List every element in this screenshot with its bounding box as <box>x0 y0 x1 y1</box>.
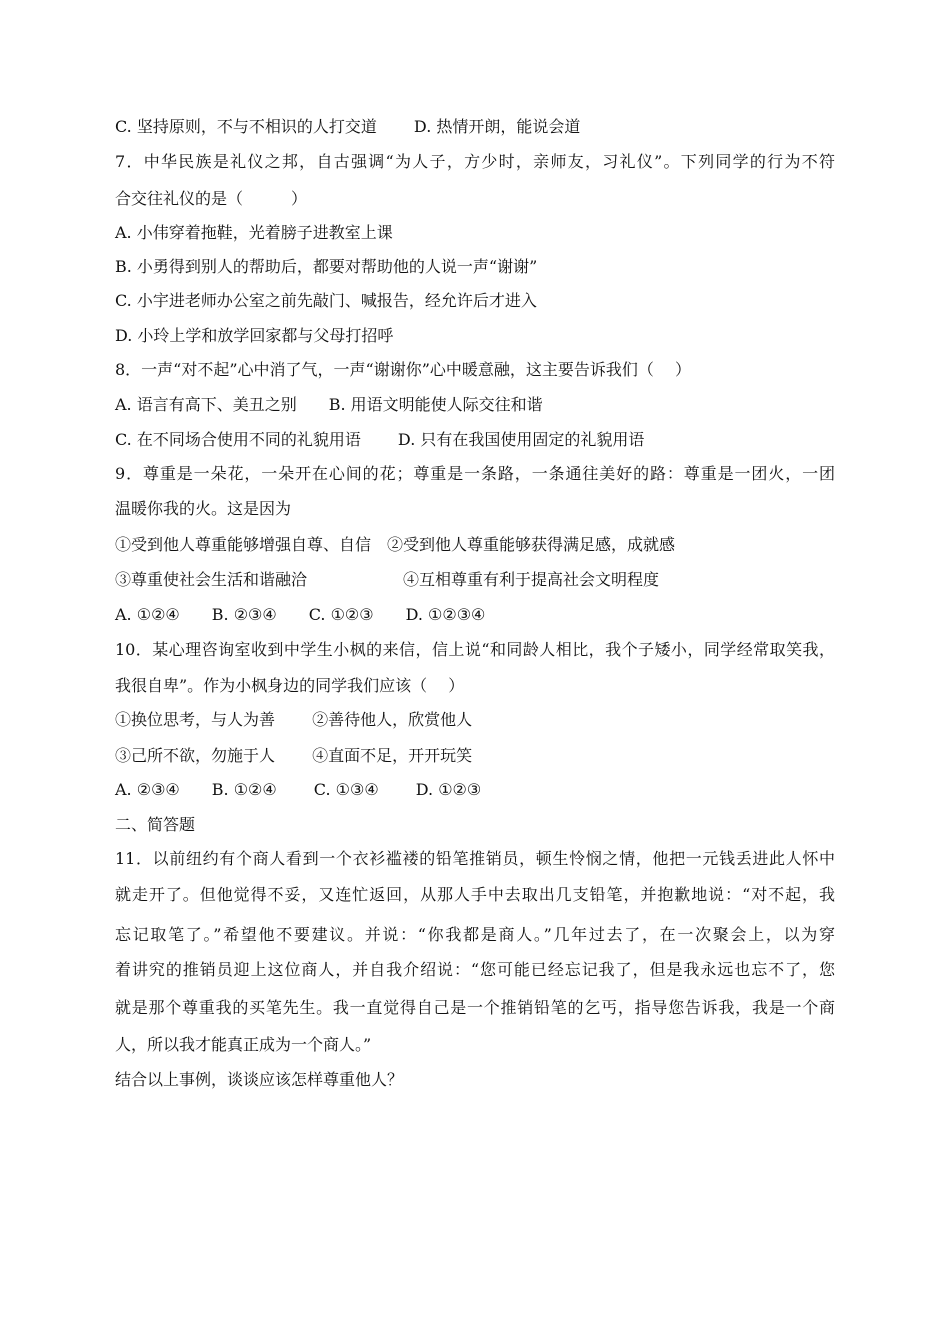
q11-text-6: 人，所以我才能真正成为一个商人。” <box>115 1035 372 1054</box>
q7-option-c: C. 小宇进老师办公室之前先敲门、喊报告，经允许后才进入 <box>115 291 537 310</box>
q7-option-a: A. 小伟穿着拖鞋，光着膀子进教室上课 <box>115 223 393 242</box>
q11-text-2: 就走开了。但他觉得不妥，又连忙返回，从那人手中去取出几支铅笔，并抱歉地说：“对不起，我 <box>115 885 835 904</box>
q9-statements-34: ③尊重使社会生活和谐融洽 ④互相尊重有利于提高社会文明程度 <box>115 570 660 589</box>
q10-statements-12: ①换位思考，与人为善 ②善待他人，欣赏他人 <box>115 710 473 729</box>
q8-options-ab: A. 语言有高下、美丑之别 B. 用语文明能使人际交往和谐 <box>115 395 543 414</box>
q7-option-d: D. 小玲上学和放学回家都与父母打招呼 <box>115 326 394 345</box>
q10-options: A. ②③④ B. ①②④ C. ①③④ D. ①②③ <box>115 780 482 799</box>
q9-options: A. ①②④ B. ②③④ C. ①②③ D. ①②③④ <box>115 605 486 624</box>
q10-stem: 10．某心理咨询室收到中学生小枫的来信，信上说“和同龄人相比，我个子矮小，同学经常取笑我， <box>115 640 835 659</box>
q11-text-3: 忘记取笔了。”希望他不要建议。并说：“你我都是商人。”几年过去了，在一次聚会上，以为穿 <box>115 925 835 944</box>
q10-statements-34: ③己所不欲，勿施于人 ④直面不足，开开玩笑 <box>115 746 473 765</box>
q7-stem-cont: 合交往礼仪的是（ ） <box>115 189 308 208</box>
q11-question: 结合以上事例，谈谈应该怎样尊重他人？ <box>115 1070 404 1089</box>
q6-options-cd: C. 坚持原则，不与不相识的人打交道 D. 热情开朗，能说会道 <box>115 117 581 136</box>
q11-text-5: 就是那个尊重我的买笔先生。我一直觉得自己是一个推销铅笔的乞丐，指导您告诉我，我是一个商 <box>115 998 835 1017</box>
q9-stem: 9．尊重是一朵花，一朵开在心间的花；尊重是一条路，一条通往美好的路：尊重是一团火，一团 <box>115 464 835 483</box>
q7-option-b: B. 小勇得到别人的帮助后，都要对帮助他的人说一声“谢谢” <box>115 257 538 276</box>
q8-options-cd: C. 在不同场合使用不同的礼貌用语 D. 只有在我国使用固定的礼貌用语 <box>115 430 645 449</box>
q8-stem: 8．一声“对不起”心中消了气，一声“谢谢你”心中暖意融，这主要告诉我们（ ） <box>115 360 691 379</box>
section-heading: 二、简答题 <box>115 815 196 834</box>
q9-statements-12: ①受到他人尊重能够增强自尊、自信 ②受到他人尊重能够获得满足感，成就感 <box>115 535 676 554</box>
q10-stem-cont: 我很自卑”。作为小枫身边的同学我们应该（ ） <box>115 676 465 695</box>
q9-stem-cont: 温暖你我的火。这是因为 <box>115 499 292 518</box>
q11-text-1: 11．以前纽约有个商人看到一个衣衫褴褛的铅笔推销员，顿生怜悯之情，他把一元钱丢进此人怀中 <box>115 849 835 868</box>
q7-stem: 7．中华民族是礼仪之邦，自古强调“为人子，方少时，亲师友，习礼仪”。下列同学的行为不符 <box>115 152 835 171</box>
q11-text-4: 着讲究的推销员迎上这位商人，并自我介绍说：“您可能已经忘记我了，但是我永远也忘不了，您 <box>115 960 835 979</box>
